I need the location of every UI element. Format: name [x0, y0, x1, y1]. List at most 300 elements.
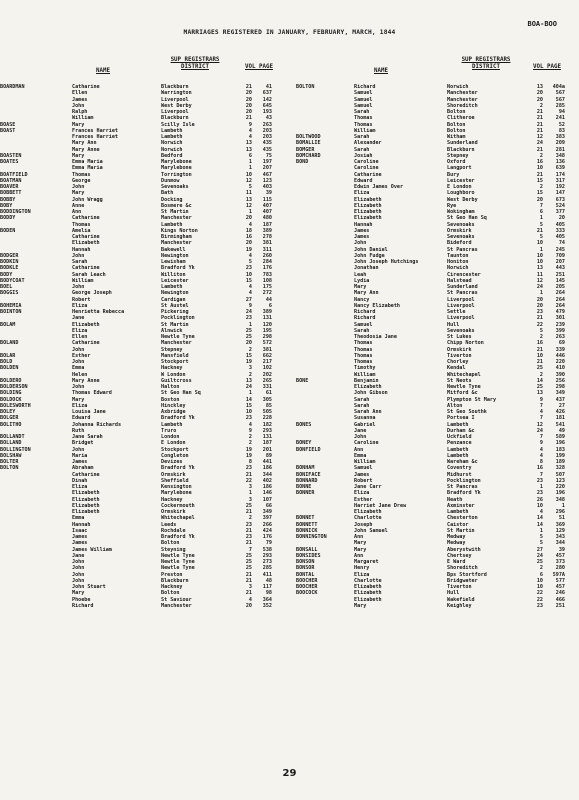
district-cell: Bosmere &c [161, 202, 192, 209]
surname-cell: BONFIELD [296, 446, 321, 453]
surname-cell: BOLDOCK [0, 396, 22, 403]
forename-cell: Jane [72, 315, 85, 322]
district-cell: Newtle Tyne [161, 559, 195, 565]
page-cell: 51 [558, 515, 565, 522]
district-cell: Whitechapel [447, 371, 481, 378]
district-cell: Medway [447, 540, 466, 547]
surname-cell: BONNETT [296, 521, 318, 528]
volume-cell: 13 [245, 140, 252, 147]
volume-cell: 21 [245, 115, 252, 122]
forename-cell: John [354, 434, 367, 440]
page-cell: 637 [262, 90, 272, 97]
forename-cell: John [72, 284, 85, 290]
district-cell: Lambeth [161, 127, 183, 134]
page-cell: 567 [555, 96, 565, 103]
volume-cell: 25 [245, 334, 252, 340]
page-cell: 389 [262, 227, 272, 234]
district-cell: Liverpool [447, 315, 475, 322]
district-cell: Medway [447, 534, 466, 540]
volume-cell: 23 [245, 465, 252, 472]
forename-cell: Nancy [354, 296, 370, 303]
district-cell: St Martin [161, 209, 189, 215]
forename-cell: Samuel [354, 90, 373, 97]
district-cell: Torrington [161, 171, 192, 178]
volume-cell: 1 [539, 215, 543, 222]
page-cell: 467 [262, 171, 272, 178]
forename-cell: Thomas [354, 340, 373, 347]
district-cell: Hull [447, 321, 460, 328]
district-header-right: SUP REGISTRARS DISTRICT [461, 57, 511, 70]
district-cell: Axbridge [161, 409, 186, 415]
forename-cell: Ellen [72, 90, 88, 97]
district-cell: Liverpool [447, 296, 475, 303]
page-cell: 344 [555, 540, 565, 547]
page-cell: 298 [555, 384, 565, 390]
page-cell: 39 [265, 190, 272, 197]
district-cell: Shoreditch [447, 565, 478, 572]
surname-cell: BONNINGTON [296, 534, 327, 540]
surname-cell: BODY [0, 271, 13, 278]
forename-cell: John [72, 359, 85, 365]
district-cell: Cardigan [161, 296, 186, 303]
page-cell: 142 [262, 96, 272, 103]
page-cell: 264 [555, 296, 565, 303]
volume-cell: 25 [245, 502, 252, 509]
page-cell: 272 [262, 290, 272, 297]
page-cell: 390 [555, 371, 565, 378]
page-cell: 331 [262, 384, 272, 390]
district-cell: Bolton [447, 121, 466, 128]
page-cell: 49 [558, 427, 565, 434]
forename-cell: Jane Carr [354, 484, 382, 490]
page-cell: 404a [552, 84, 565, 90]
forename-cell: Mary Ann [354, 290, 379, 297]
district-cell: Pocklington [447, 477, 481, 484]
forename-cell: Emma [72, 515, 85, 522]
volume-cell: 2 [539, 334, 543, 340]
volume-cell: 14 [536, 521, 543, 528]
volume-cell: 23 [536, 602, 543, 609]
page-cell: 89 [265, 452, 272, 459]
volume-cell: 7 [539, 202, 543, 209]
page-cell: 328 [555, 465, 565, 472]
surname-cell: BOINTON [0, 309, 22, 315]
page-cell: 266 [262, 521, 272, 528]
surname-cell: BOLLANDT [0, 434, 25, 440]
district-cell: Hackney [161, 584, 183, 590]
forename-cell: John [72, 346, 85, 353]
page-cell: 186 [262, 484, 272, 490]
page-cell: 402 [262, 477, 272, 484]
district-cell: Mansfield [161, 352, 189, 359]
forename-cell: Elizabeth [354, 509, 382, 515]
district-cell: St Geo Southk [447, 409, 487, 415]
forename-cell: Elizabeth [72, 240, 100, 247]
volume-cell: 23 [245, 315, 252, 322]
volume-cell: 21 [536, 109, 543, 115]
district-header-left: SUP REGISTRARS DISTRICT [170, 57, 220, 70]
forename-cell: Harriet Jane Drew [354, 502, 407, 509]
forename-cell: Johanna Richards [72, 421, 122, 428]
forename-cell: John Wragg [72, 196, 103, 203]
volume-cell: 1 [248, 390, 252, 397]
forename-cell: John [72, 565, 85, 572]
surname-cell: BODYCOAT [0, 277, 25, 284]
district-cell: Marylebone [161, 490, 192, 497]
surname-cell: BONSOR [296, 565, 315, 572]
forename-cell: Eliza [354, 571, 370, 578]
district-cell: Norwich [161, 146, 183, 153]
forename-cell: William [354, 459, 376, 465]
district-cell: Chorley [447, 359, 469, 365]
surname-cell: BOLLINGTON [0, 446, 31, 453]
volume-cell: 4 [248, 134, 252, 140]
district-cell: Bolton [161, 540, 180, 547]
page-cell: 175 [262, 284, 272, 290]
page-cell: 399 [555, 327, 565, 334]
forename-cell: James William [72, 546, 112, 553]
forename-cell: Emma [72, 365, 85, 372]
surname-cell: BOAST [0, 127, 16, 134]
district-cell: Bps Stortford [447, 571, 487, 578]
forename-cell: Richard [354, 309, 376, 315]
page-cell: 41 [265, 84, 272, 90]
district-cell: Bradford Yk [161, 534, 195, 540]
page-cell: 69 [558, 340, 565, 347]
forename-cell: Caroline [354, 159, 379, 165]
forename-cell: Elizabeth [72, 496, 100, 503]
forename-cell: Catharine [72, 84, 100, 90]
surname-cell: BOLITHO [0, 421, 22, 428]
page-cell: 192 [555, 184, 565, 190]
district-cell: Halton [161, 384, 180, 390]
forename-cell: John [72, 559, 85, 565]
volume-cell: 5 [539, 540, 543, 547]
district-cell: Kensington [161, 484, 192, 490]
page-cell: 220 [555, 484, 565, 490]
district-cell: Chipp Norton [447, 340, 484, 347]
volume-cell: 24 [536, 552, 543, 559]
forename-cell: Helen [72, 371, 88, 378]
volume-cell: 16 [536, 159, 543, 165]
volume-cell: 9 [539, 440, 543, 447]
district-cell: Neath [447, 496, 463, 503]
page-cell: 639 [555, 165, 565, 172]
volume-cell: 20 [536, 302, 543, 309]
forename-cell: Ralph [72, 109, 88, 115]
forename-cell: Catharine [72, 340, 100, 347]
volume-cell: 23 [245, 415, 252, 422]
surname-cell: BONNE [296, 484, 312, 490]
page-cell: 203 [262, 134, 272, 140]
volume-cell: 16 [536, 340, 543, 347]
district-cell: St Austel [161, 302, 189, 309]
district-cell: Wokingham [447, 209, 475, 215]
district-cell: Whitechapel [161, 515, 195, 522]
forename-cell: Frances Harriet [72, 134, 119, 140]
district-cell: Caistor [447, 521, 469, 528]
district-cell: Taunton [447, 252, 469, 259]
district-cell: West Derby [161, 102, 192, 109]
page-cell: 410 [555, 365, 565, 372]
volume-cell: 10 [245, 171, 252, 178]
forename-cell: Thomas [354, 121, 373, 128]
forename-cell: Samuel [354, 96, 373, 103]
volume-cell: 12 [536, 421, 543, 428]
forename-cell: Hannah [72, 521, 91, 528]
forename-cell: Elizabeth [354, 584, 382, 590]
volume-cell: 21 [536, 315, 543, 322]
volume-cell: 2 [539, 371, 543, 378]
forename-cell: Henry [354, 565, 370, 572]
page-cell: 260 [262, 252, 272, 259]
page-cell: 369 [555, 521, 565, 528]
volume-cell: 7 [539, 471, 543, 478]
page-cell: 348 [555, 152, 565, 159]
surname-cell: BONNER [296, 490, 315, 497]
volume-cell: 13 [245, 377, 252, 384]
forename-cell: Eliza [72, 484, 88, 490]
volume-cell: 13 [536, 390, 543, 397]
surname-cell: BOATMAN [0, 177, 22, 184]
volume-cell: 10 [536, 240, 543, 247]
page-cell: 146 [262, 490, 272, 497]
forename-cell: Mary [354, 602, 367, 609]
volume-cell: 4 [248, 290, 252, 297]
volume-cell: 2 [248, 434, 252, 440]
forename-cell: Benjamin [354, 377, 379, 384]
district-cell: St Martin [161, 321, 189, 328]
surname-cell: BOLDERO [0, 377, 22, 384]
forename-cell: Robert [354, 477, 373, 484]
volume-cell: 22 [536, 590, 543, 597]
district-cell: E Ward [447, 559, 466, 565]
volume-cell: 10 [536, 259, 543, 265]
forename-cell: Esther [354, 496, 373, 503]
forename-cell: Sarah [354, 327, 370, 334]
volume-cell: 3 [248, 584, 252, 590]
surname-cell: BONNICK [296, 527, 318, 534]
volume-cell: 20 [245, 215, 252, 222]
district-cell: London [161, 434, 180, 440]
district-cell: Ormskirk [161, 509, 186, 515]
surname-cell: BOND [296, 159, 309, 165]
forename-cell: Sarah Leach [72, 271, 106, 278]
district-cell: Tiverton [447, 352, 472, 359]
table-row [296, 603, 566, 609]
volume-cell: 2 [539, 565, 543, 572]
forename-cell: Lydia [354, 277, 370, 284]
forename-cell: Mary [72, 152, 85, 159]
district-cell: Newtle Tyne [161, 334, 195, 340]
volume-cell: 5 [539, 234, 543, 240]
forename-cell: John Gibson [354, 390, 388, 397]
page-cell: 265 [262, 377, 272, 384]
page-cell: 284 [262, 259, 272, 265]
district-cell: Liverpool [447, 302, 475, 309]
page-cell: 196 [555, 440, 565, 447]
page-cell: 85 [265, 402, 272, 409]
district-cell: Newington [161, 290, 189, 297]
district-cell: Blackburn [447, 146, 475, 153]
forename-cell: Sarah [354, 396, 370, 403]
page-cell: 538 [262, 546, 272, 553]
volume-cell: 1 [248, 165, 252, 172]
forename-cell: Louisa Jane [72, 409, 106, 415]
volume-cell: 20 [536, 296, 543, 303]
surname-cell: BODKLE [0, 265, 19, 272]
forename-cell: Mary [72, 396, 85, 403]
forename-cell: Mary [354, 546, 367, 553]
page-cell: 541 [555, 421, 565, 428]
district-cell: Guiltcross [161, 377, 192, 384]
district-cell: St Pancras [447, 246, 478, 253]
forename-cell: Josiah [354, 152, 373, 159]
page-number: 29 [282, 768, 297, 779]
forename-cell: Caroline [354, 440, 379, 447]
district-cell: Ormskirk [447, 227, 472, 234]
surname-cell: BOEL [0, 284, 13, 290]
volume-cell: 21 [245, 577, 252, 584]
forename-cell: Ellen [72, 334, 88, 340]
forename-cell: Mary Anne [72, 377, 100, 384]
page-cell: 123 [555, 477, 565, 484]
volume-cell: 2 [248, 371, 252, 378]
surname-cell: BOLSHAW [0, 452, 22, 459]
district-cell: Bradford Yk [161, 265, 195, 272]
volume-cell: 25 [536, 384, 543, 390]
forename-cell: Catharine [72, 471, 100, 478]
forename-cell: Elizabeth [354, 196, 382, 203]
volume-cell: 21 [245, 540, 252, 547]
volume-cell: 25 [536, 365, 543, 372]
forename-cell: Jane Sarah [72, 434, 103, 440]
page-cell: 278 [262, 234, 272, 240]
page-cell: 437 [555, 396, 565, 403]
forename-cell: Charlotte [354, 515, 382, 522]
volume-cell: 16 [536, 465, 543, 472]
district-cell: Sheffield [161, 477, 189, 484]
page-cell: 273 [262, 559, 272, 565]
district-cell: Tiverton [447, 584, 472, 590]
page-cell: 123 [262, 177, 272, 184]
page-cell: 115 [262, 196, 272, 203]
volume-cell: 2 [248, 515, 252, 522]
volume-cell: 13 [245, 146, 252, 153]
surname-cell: BODKIN [0, 259, 19, 265]
district-cell: Sevenoaks [161, 184, 189, 190]
page-cell: 377 [555, 209, 565, 215]
district-cell: Kendal [447, 365, 466, 372]
forename-cell: Mary Anne [72, 146, 100, 153]
page-reference: BOA-BOO [527, 20, 557, 28]
district-cell: Halstead [447, 277, 472, 284]
volume-cell: 3 [248, 365, 252, 372]
vol-page-header-right: VOL PAGE [533, 64, 561, 70]
forename-cell: Richard [354, 315, 376, 322]
district-cell: Lambeth [447, 421, 469, 428]
forename-cell: Eliza [72, 402, 88, 409]
volume-cell: 21 [536, 359, 543, 365]
page-cell: 145 [555, 277, 565, 284]
district-cell: Hackney [161, 365, 183, 372]
volume-cell: 20 [536, 90, 543, 97]
forename-cell: William [72, 115, 94, 122]
page-cell: 264 [555, 290, 565, 297]
page-cell: 197 [262, 159, 272, 165]
page-cell: 147 [555, 190, 565, 197]
page-cell: 228 [262, 415, 272, 422]
forename-cell: Sarah [354, 134, 370, 140]
surname-cell: BONSIDES [296, 552, 321, 559]
volume-cell: 10 [536, 584, 543, 590]
district-cell: Sevenoaks [447, 327, 475, 334]
forename-cell: Eliza [72, 327, 88, 334]
district-cell: Keighley [447, 602, 472, 609]
volume-cell: 12 [536, 134, 543, 140]
district-cell: Scilly Isle [161, 121, 195, 128]
forename-cell: James [72, 534, 88, 540]
district-cell: Sevenoaks [447, 234, 475, 240]
page-cell: 305 [262, 396, 272, 403]
page-cell: 176 [262, 265, 272, 272]
volume-cell: 16 [245, 234, 252, 240]
volume-cell: 7 [539, 402, 543, 409]
page-cell: 48 [265, 577, 272, 584]
page-cell: 397 [262, 515, 272, 522]
page-cell: 183 [555, 446, 565, 453]
district-cell: St Pancras [447, 484, 478, 490]
district-cell: Lambeth [161, 221, 183, 228]
forename-cell: Samuel [354, 102, 373, 109]
page-cell: 61 [265, 390, 272, 397]
district-cell: Newtle Tyne [161, 552, 195, 559]
volume-cell: 23 [245, 265, 252, 272]
page-cell: 589 [555, 434, 565, 440]
district-cell: Aberystwith [447, 546, 481, 553]
surname-cell: BOLD [0, 359, 13, 365]
district-cell: Plympton St Mary [447, 396, 497, 403]
volume-cell: 1 [248, 490, 252, 497]
forename-cell: Theodosia Jane [354, 334, 397, 340]
volume-cell: 25 [245, 565, 252, 572]
volume-cell: 13 [245, 196, 252, 203]
page-cell: 783 [262, 271, 272, 278]
forename-cell: Thomas [72, 221, 91, 228]
forename-cell: Eliza [354, 490, 370, 497]
volume-cell: 5 [248, 184, 252, 190]
district-cell: Blackburn [161, 577, 189, 584]
district-cell: Lambeth [447, 446, 469, 453]
district-cell: W London [161, 371, 186, 378]
volume-cell: 21 [536, 227, 543, 234]
volume-cell: 10 [536, 165, 543, 172]
volume-cell: 11 [536, 271, 543, 278]
district-cell: Lambeth [447, 509, 469, 515]
forename-cell: Samuel [354, 465, 373, 472]
forename-cell: Elizabeth [354, 590, 382, 597]
volume-cell: 20 [536, 196, 543, 203]
volume-cell: 4 [248, 252, 252, 259]
page-cell: 280 [555, 565, 565, 572]
district-cell: Congleton [161, 452, 189, 459]
volume-cell: 23 [536, 490, 543, 497]
page-cell: 44 [265, 296, 272, 303]
volume-cell: 21 [245, 509, 252, 515]
page-cell: 296 [555, 509, 565, 515]
district-cell: Bradford Yk [161, 465, 195, 472]
district-cell: Blackburn [161, 115, 189, 122]
